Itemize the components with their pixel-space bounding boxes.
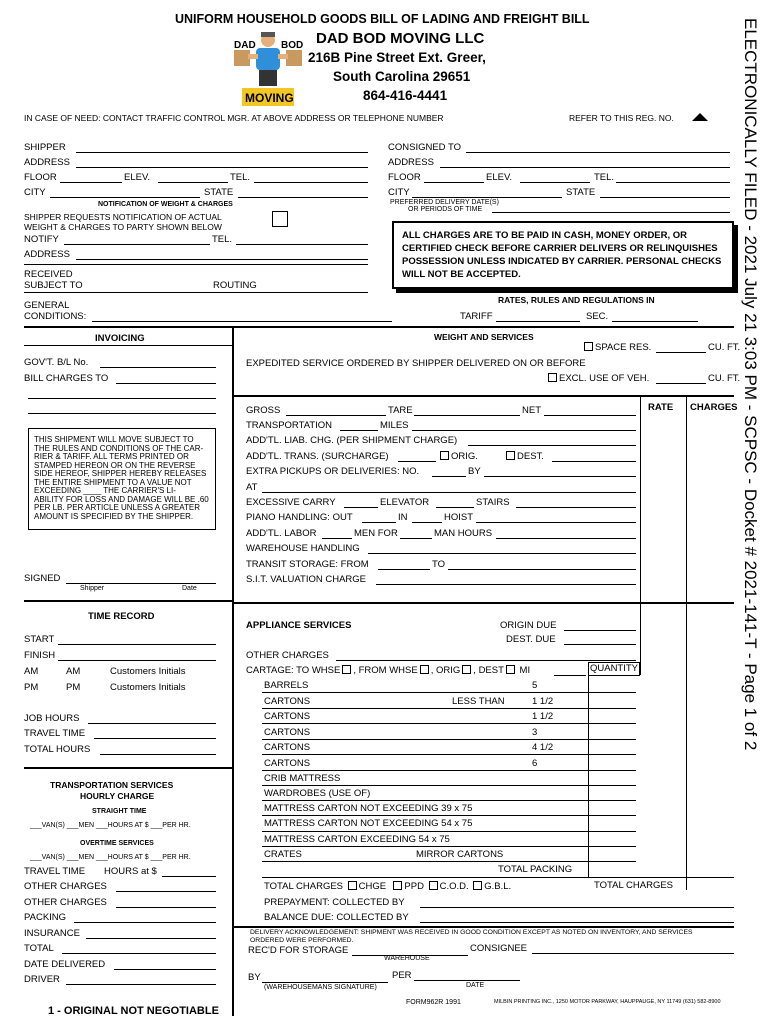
balance-due-label: BALANCE DUE: COLLECTED BY	[264, 912, 409, 923]
warehouseman-sig-caption: (WAREHOUSEMANS SIGNATURE)	[264, 984, 377, 991]
by-field[interactable]	[484, 476, 636, 477]
logo-text-right: BOD	[281, 40, 304, 51]
travel-time-2-label: TRAVEL TIME	[24, 866, 86, 877]
by2-label: BY	[248, 972, 261, 983]
man-hours-field[interactable]	[496, 538, 636, 539]
transit-to-field[interactable]	[448, 569, 636, 570]
piano-in-label: IN	[398, 512, 408, 523]
overtime-row[interactable]: ___VAN(S) ___MEN ___HOURS AT $ ___PER HR.	[30, 854, 191, 861]
orig-label: ORIG.	[451, 451, 478, 462]
dest2-label: DEST	[478, 665, 504, 676]
men-for-field[interactable]	[400, 538, 432, 539]
column-divider	[232, 326, 234, 1016]
dest-field[interactable]	[552, 461, 636, 462]
mi-label: MI	[519, 665, 531, 676]
payment-notice-box	[392, 221, 734, 289]
shipper-floor-field[interactable]	[60, 182, 122, 183]
insurance-label: INSURANCE	[24, 928, 80, 939]
sit-valuation-label: S.I.T. VALUATION CHARGE	[246, 574, 367, 585]
shipper-state-label: STATE	[204, 187, 234, 198]
transport-divider	[24, 767, 232, 769]
am-label-2: AM	[66, 666, 81, 677]
mattress-39-line[interactable]	[262, 815, 636, 816]
preferred-delivery-1: PREFERRED DELIVERY DATE(S)	[390, 199, 499, 206]
notify-field[interactable]	[64, 244, 210, 245]
conditions-field[interactable]	[92, 321, 392, 322]
ppd-checkbox[interactable]	[393, 881, 402, 890]
prepayment-label: PREPAYMENT: COLLECTED BY	[264, 897, 405, 908]
sec-label: SEC.	[586, 311, 609, 322]
rate-column-line	[640, 395, 641, 675]
shipper-field[interactable]	[76, 152, 368, 153]
hoist-field[interactable]	[476, 522, 636, 523]
cartage-row: CARTAGE: TO WHSE , FROM WHSE , ORIG , DEST MI	[246, 665, 531, 676]
charges-column-line	[686, 395, 687, 890]
notification-line-1: SHIPPER REQUESTS NOTIFICATION OF ACTUAL	[24, 212, 222, 222]
bill-charges-field[interactable]	[116, 383, 216, 384]
warehouse-caption: WAREHOUSE	[384, 955, 430, 962]
govt-bl-label: GOV'T. B/L No.	[24, 357, 89, 368]
pm-label-1: PM	[24, 682, 39, 693]
cod-checkbox[interactable]	[429, 881, 438, 890]
total-charges-label: TOTAL CHARGES	[264, 881, 344, 892]
total-field[interactable]	[62, 953, 216, 954]
packing-label: PACKING	[24, 912, 67, 923]
piano-in-field[interactable]	[412, 522, 442, 523]
liability-line: RIER & TARIFF. ALL TERMS PRINTED OR	[34, 452, 189, 461]
consigned-label: CONSIGNED TO	[388, 142, 462, 153]
prepayment-field[interactable]	[420, 907, 734, 908]
hoist-label: HOIST	[444, 512, 474, 523]
delivery-ack-2: ORDERED WERE PERFORMED.	[250, 937, 354, 944]
by-label: BY	[468, 466, 481, 477]
total-charges-2-label: TOTAL CHARGES	[594, 880, 674, 891]
at-label: AT	[246, 482, 258, 493]
company-phone: 864-416-4441	[363, 88, 448, 103]
packing-item-name: CARTONS	[264, 695, 311, 707]
consignee-tel-field[interactable]	[616, 182, 730, 183]
total-charges-row	[264, 881, 511, 892]
mattress-54-line[interactable]	[262, 831, 636, 832]
in-case-of-need: IN CASE OF NEED: CONTACT TRAFFIC CONTROL MGR. AT ABOVE ADDRESS OR TELEPHONE NUMBER	[24, 113, 444, 123]
other-charges-1-label: OTHER CHARGES	[24, 881, 107, 892]
miles-label: MILES	[380, 420, 409, 431]
consignee-tel-label: TEL.	[594, 172, 615, 183]
transit-to-label: TO	[432, 559, 446, 570]
consignee-elev-field[interactable]	[520, 182, 590, 183]
extra-pickups-label: EXTRA PICKUPS OR DELIVERIES: NO.	[246, 466, 420, 477]
tare-field[interactable]	[414, 415, 520, 416]
bill-charges-field-2[interactable]	[28, 398, 216, 399]
liability-line: EXCEEDING ____ THE CARRIER'S LI-	[34, 486, 176, 495]
addtl-labor-label: ADD'TL. LABOR	[246, 528, 317, 539]
dest-checkbox[interactable]	[506, 451, 515, 460]
consignee-floor-label: FLOOR	[388, 172, 421, 183]
date-delivered-field[interactable]	[114, 969, 216, 970]
payment-notice-3: POSSESSION UNLESS INDICATED BY CARRIER. PERSONAL CHECKS	[402, 256, 722, 267]
extra-pickups-field[interactable]	[432, 476, 466, 477]
date-caption-2: DATE	[466, 982, 485, 989]
bill-charges-label: BILL CHARGES TO	[24, 373, 109, 384]
appliance-services-label: APPLIANCE SERVICES	[246, 620, 352, 631]
job-hours-label: JOB HOURS	[24, 713, 80, 724]
transportation-label: TRANSPORTATION	[246, 420, 333, 431]
other-charges-label: OTHER CHARGES	[246, 650, 329, 661]
liability-line: THIS SHIPMENT WILL MOVE SUBJECT TO	[34, 435, 194, 444]
cuft-label-2: CU. FT.	[708, 373, 741, 384]
payment-notice-4: WILL NOT BE ACCEPTED.	[402, 269, 521, 280]
orig2-checkbox[interactable]	[462, 665, 471, 674]
hours-at-label: HOURS at $	[104, 866, 157, 877]
signature-field[interactable]	[66, 583, 216, 584]
liability-line: ABILITY FOR LOSS AND DAMAGE WILL BE .60	[34, 494, 209, 504]
elevator-label: ELEVATOR	[380, 497, 430, 508]
packing-item-name: CARTONS	[264, 726, 311, 738]
consignee-address-field[interactable]	[440, 167, 730, 168]
weight-services-title: WEIGHT AND SERVICES	[434, 332, 534, 342]
date-delivered-label: DATE DELIVERED	[24, 959, 106, 970]
balance-due-field[interactable]	[420, 922, 734, 923]
subject-to-label: SUBJECT TO	[24, 280, 83, 291]
other-charges-2-label: OTHER CHARGES	[24, 897, 107, 908]
gbl-checkbox[interactable]	[473, 881, 482, 890]
from-whse-label: FROM WHSE	[358, 665, 418, 676]
origin-due-field[interactable]	[564, 630, 636, 631]
time-record-title: TIME RECORD	[88, 611, 155, 622]
net-field[interactable]	[544, 415, 636, 416]
transportation-field[interactable]	[340, 430, 378, 431]
total-packing-line	[262, 877, 734, 878]
total-label: TOTAL	[24, 943, 54, 954]
company-name: DAD BOD MOVING LLC	[316, 30, 485, 47]
total-hours-label: TOTAL HOURS	[24, 744, 91, 755]
packing-item-size: 4 1/2	[532, 742, 554, 753]
start-field[interactable]	[58, 644, 216, 645]
addtl-trans-label: ADD'TL. TRANS. (SURCHARGE)	[246, 451, 389, 462]
other-charges-field[interactable]	[336, 660, 636, 661]
other-charges-1-field[interactable]	[116, 891, 216, 892]
straight-time-row[interactable]: ___VAN(S) ___MEN ___HOURS AT $ ___PER HR.	[30, 822, 191, 829]
received-label: RECEIVED	[24, 269, 73, 280]
date-caption: Date	[182, 585, 197, 592]
space-res-label: SPACE RES.	[582, 342, 651, 353]
packing-item-line[interactable]	[262, 692, 636, 693]
sec-field[interactable]	[612, 321, 698, 322]
cartage-label: CARTAGE: TO WHSE	[246, 665, 341, 676]
mi-field[interactable]	[554, 675, 586, 676]
stairs-field[interactable]	[516, 507, 636, 508]
packing-item-size: 3	[532, 726, 538, 738]
customer-initials-1: Customers Initials	[110, 666, 186, 677]
total-hours-field[interactable]	[100, 754, 216, 755]
payment-notice-2: CERTIFIED CHECK BEFORE CARRIER DELIVERS OR RELINQUISHES	[402, 243, 718, 254]
packing-item-size: 1 1/2	[532, 711, 554, 722]
shipper-address-label: ADDRESS	[24, 157, 70, 168]
quantity-column-line	[588, 662, 589, 877]
shipper-elev-field[interactable]	[158, 182, 228, 183]
at-field[interactable]	[262, 492, 636, 493]
per-label: PER	[392, 970, 412, 981]
transport-title-2: HOURLY CHARGE	[80, 791, 155, 801]
excessive-carry-label: EXCESSIVE CARRY	[246, 497, 336, 508]
orig-checkbox[interactable]	[440, 451, 449, 460]
liability-line: SIDE HEREOF, SHIPPER HEREBY RELEASES	[34, 469, 207, 478]
driver-label: DRIVER	[24, 974, 60, 985]
ack-divider	[232, 926, 734, 928]
notify-address-field[interactable]	[76, 259, 368, 260]
shipper-caption: Shipper	[80, 585, 105, 592]
tariff-label: TARIFF	[460, 311, 493, 322]
packing-item-line[interactable]	[262, 770, 636, 771]
printer-info: MILBIN PRINTING INC., 1250 MOTOR PARKWAY, HAUPPAUGE, NY 11749 (631) 582-8900	[494, 999, 721, 1005]
packing-item-name: CARTONS	[264, 757, 311, 769]
packing-item-line[interactable]	[262, 708, 636, 709]
mattress-54-label: MATTRESS CARTON NOT EXCEEDING 54 x 75	[264, 818, 473, 829]
piano-out-field[interactable]	[362, 522, 396, 523]
shipper-city-label: CITY	[24, 187, 46, 198]
shipper-elev-label: ELEV.	[124, 172, 151, 183]
excl-use-checkbox[interactable]	[548, 373, 557, 382]
finish-label: FINISH	[24, 650, 56, 661]
wardrobes-label: WARDROBES (USE OF)	[264, 788, 371, 799]
transport-title-1: TRANSPORTATION SERVICES	[50, 780, 174, 790]
warehouse-handling-field[interactable]	[368, 553, 636, 554]
packing-item-line[interactable]	[262, 723, 636, 724]
other-charges-2-field[interactable]	[116, 907, 216, 908]
filed-stamp: ELECTRONICALLY FILED - 2021 July 21 3:03 PM - SCPSC - Docket # 2021-141-T - Page 1 of 2	[741, 18, 760, 751]
customer-initials-2: Customers Initials	[110, 682, 186, 693]
liability-line: STAMPED HEREON OR ON THE REVERSE	[34, 460, 196, 470]
per-field[interactable]	[414, 980, 520, 981]
crates-line[interactable]	[262, 861, 636, 862]
men-for-label: MEN FOR	[354, 528, 398, 539]
logo-text-left: DAD	[234, 40, 256, 51]
notify-label: NOTIFY	[24, 234, 59, 245]
logo-text-bottom: MOVING	[245, 91, 294, 105]
warehouse-handling-label: WAREHOUSE HANDLING	[246, 543, 360, 554]
space-res-checkbox[interactable]	[584, 342, 593, 351]
tariff-field[interactable]	[496, 321, 580, 322]
preferred-delivery-field[interactable]	[492, 212, 730, 213]
liability-line: PER LB. PER ARTICLE UNLESS A GREATER	[34, 503, 200, 512]
net-label: NET	[522, 405, 541, 416]
travel-time-label: TRAVEL TIME	[24, 728, 86, 739]
gbl-label: G.B.L.	[484, 881, 512, 892]
notify-tel-label: TEL.	[212, 234, 233, 245]
consignee-city-field[interactable]	[412, 197, 562, 198]
from-whse-checkbox[interactable]	[420, 665, 429, 674]
shipper-tel-label: TEL.	[230, 172, 251, 183]
origin-due-label: ORIGIN DUE	[500, 620, 557, 631]
liability-line: THE RULES AND CONDITIONS OF THE CAR-	[34, 443, 204, 453]
gross-label: GROSS	[246, 405, 281, 416]
cod-label: C.O.D.	[439, 881, 469, 892]
orig2-label: ORIG	[436, 665, 461, 676]
refer-reg-no: REFER TO THIS REG. NO.	[569, 113, 674, 123]
ppd-label: PPD	[404, 881, 424, 892]
crates-label: CRATES	[264, 849, 302, 860]
travel-time-field[interactable]	[94, 738, 216, 739]
gross-field[interactable]	[286, 415, 386, 416]
elevator-field[interactable]	[436, 507, 474, 508]
rates-label: RATES, RULES AND REGULATIONS IN	[498, 295, 655, 305]
packing-item-name: BARRELS	[264, 680, 309, 691]
company-logo	[232, 30, 304, 108]
by2-field[interactable]	[262, 982, 388, 983]
addtl-liab-label: ADD'TL. LIAB. CHG. (PER SHIPMENT CHARGE)	[246, 435, 458, 446]
stairs-label: STAIRS	[476, 497, 510, 508]
shipper-city-field[interactable]	[50, 197, 200, 198]
section-divider	[24, 326, 734, 328]
chge-checkbox[interactable]	[348, 881, 357, 890]
addtl-liab-field[interactable]	[468, 445, 636, 446]
piano-handling-label: PIANO HANDLING: OUT	[246, 512, 353, 523]
excl-use-field[interactable]	[656, 383, 706, 384]
mattress-54-exceeding-label: MATTRESS CARTON EXCEEDING 54 x 75	[264, 834, 450, 845]
routing-line	[24, 292, 368, 293]
recd-storage-label: REC'D FOR STORAGE	[248, 945, 349, 956]
invoicing-title: INVOICING	[95, 333, 145, 344]
excl-use-label: EXCL. USE OF VEH.	[546, 373, 649, 384]
company-address-2: South Carolina 29651	[333, 69, 471, 84]
packing-item-name: CARTONS	[264, 711, 311, 722]
govt-bl-field[interactable]	[100, 367, 216, 368]
form-number: FORM962R 1991	[406, 999, 461, 1006]
shipper-address-field[interactable]	[76, 167, 368, 168]
mattress-39-label: MATTRESS CARTON NOT EXCEEDING 39 x 75	[264, 803, 473, 814]
consignee-sig-field[interactable]	[532, 953, 734, 954]
mattress-54e-line[interactable]	[262, 846, 636, 847]
consigned-field[interactable]	[466, 152, 730, 153]
dest2-checkbox[interactable]	[506, 665, 515, 674]
arrow-icon	[692, 113, 708, 121]
rate-header-line	[232, 395, 734, 397]
delivery-ack-1: DELIVERY ACKNOWLEDGEMENT: SHIPMENT WAS RECEIVED IN GOOD CONDITION EXCEPT AS NOTED ON INVENTORY, AND SERVICES	[250, 929, 693, 936]
hours-at-field[interactable]	[162, 876, 216, 877]
time-record-divider	[24, 600, 232, 602]
pm-label-2: PM	[66, 682, 81, 693]
dest-due-label: DEST. DUE	[506, 634, 556, 645]
general-label: GENERAL	[24, 300, 70, 311]
packing-item-size: 5	[532, 680, 538, 691]
transit-from-field[interactable]	[378, 569, 430, 570]
dest-due-field[interactable]	[564, 644, 636, 645]
tare-label: TARE	[388, 405, 413, 416]
crib-mattress-line[interactable]	[262, 785, 636, 786]
dest-label: DEST.	[517, 451, 544, 462]
notification-line-2: WEIGHT & CHARGES TO PARTY SHOWN BELOW	[24, 222, 222, 232]
liability-box	[28, 428, 216, 530]
packing-field[interactable]	[74, 922, 216, 923]
addtl-trans-field[interactable]	[398, 461, 436, 462]
to-whse-checkbox[interactable]	[342, 665, 351, 674]
wardrobes-line[interactable]	[262, 800, 636, 801]
signed-label: SIGNED	[24, 573, 61, 584]
preferred-delivery-2: OR PERIODS OF TIME	[408, 206, 483, 213]
packing-item-note: LESS THAN	[452, 695, 505, 707]
consignee-state-field[interactable]	[600, 197, 730, 198]
shipper-floor-label: FLOOR	[24, 172, 57, 183]
form-title: UNIFORM HOUSEHOLD GOODS BILL OF LADING AND FREIGHT BILL	[175, 12, 590, 26]
job-hours-field[interactable]	[88, 723, 216, 724]
consignee-sig-label: CONSIGNEE	[470, 943, 528, 954]
straight-time-label: STRAIGHT TIME	[92, 808, 147, 815]
notification-title: NOTIFICATION OF WEIGHT & CHARGES	[98, 201, 233, 208]
quantity-header: QUANTITY	[589, 663, 639, 674]
rate-header: RATE	[648, 402, 674, 413]
start-label: START	[24, 634, 55, 645]
payment-notice-1: ALL CHARGES ARE TO BE PAID IN CASH, MONEY ORDER, OR	[402, 230, 688, 241]
consignee-state-label: STATE	[566, 187, 596, 198]
liability-line: THE ENTIRE SHIPMENT TO A VALUE NOT	[34, 477, 192, 487]
invoicing-divider	[24, 345, 232, 346]
packing-item-size: 6	[532, 757, 538, 769]
conditions-label: CONDITIONS:	[24, 311, 87, 322]
miles-field[interactable]	[412, 430, 636, 431]
am-label-1: AM	[24, 666, 39, 677]
shipper-state-field[interactable]	[238, 197, 368, 198]
packing-item-size: 1 1/2	[532, 695, 554, 707]
total-packing-label: TOTAL PACKING	[498, 864, 573, 875]
sit-valuation-field[interactable]	[376, 584, 636, 585]
mirror-cartons-label: MIRROR CARTONS	[416, 849, 504, 860]
notification-checkbox[interactable]	[272, 211, 288, 227]
transit-storage-label: TRANSIT STORAGE: FROM	[246, 559, 369, 570]
liability-line: AMOUNT IS SPECIFIED BY THE SHIPPER.	[34, 511, 194, 521]
consignee-elev-label: ELEV.	[486, 172, 513, 183]
packing-item-name: CARTONS	[264, 742, 311, 753]
consignee-city-label: CITY	[388, 187, 410, 198]
space-res-field[interactable]	[656, 352, 706, 353]
consignee-address-label: ADDRESS	[388, 157, 434, 168]
notify-address-field-2[interactable]	[24, 264, 368, 265]
driver-field[interactable]	[66, 984, 216, 985]
excessive-carry-field[interactable]	[344, 507, 378, 508]
man-hours-label: MAN HOURS	[434, 528, 493, 539]
cuft-label-1: CU. FT.	[708, 342, 741, 353]
packing-item-line[interactable]	[262, 739, 636, 740]
shipper-label: SHIPPER	[24, 142, 66, 153]
crib-mattress-label: CRIB MATTRESS	[264, 773, 341, 784]
finish-field[interactable]	[58, 660, 216, 661]
notify-address-label: ADDRESS	[24, 249, 70, 260]
packing-item-line[interactable]	[262, 754, 636, 755]
overtime-label: OVERTIME SERVICES	[80, 840, 154, 847]
original-not-negotiable: 1 - ORIGINAL NOT NEGOTIABLE	[48, 1005, 219, 1017]
bill-charges-field-3[interactable]	[28, 413, 216, 414]
charges-header: CHARGES	[690, 402, 738, 413]
routing-label: ROUTING	[213, 280, 257, 291]
addtl-labor-field[interactable]	[322, 538, 352, 539]
appliance-divider	[232, 602, 734, 604]
consignee-floor-field[interactable]	[424, 182, 484, 183]
chge-label: CHGE	[358, 881, 387, 892]
insurance-field[interactable]	[86, 938, 216, 939]
company-address-1: 216B Pine Street Ext. Greer,	[308, 50, 486, 65]
notify-tel-field[interactable]	[236, 244, 368, 245]
expedited-label: EXPEDITED SERVICE ORDERED BY SHIPPER DELIVERED ON OR BEFORE	[246, 358, 586, 369]
shipper-tel-field[interactable]	[254, 182, 368, 183]
